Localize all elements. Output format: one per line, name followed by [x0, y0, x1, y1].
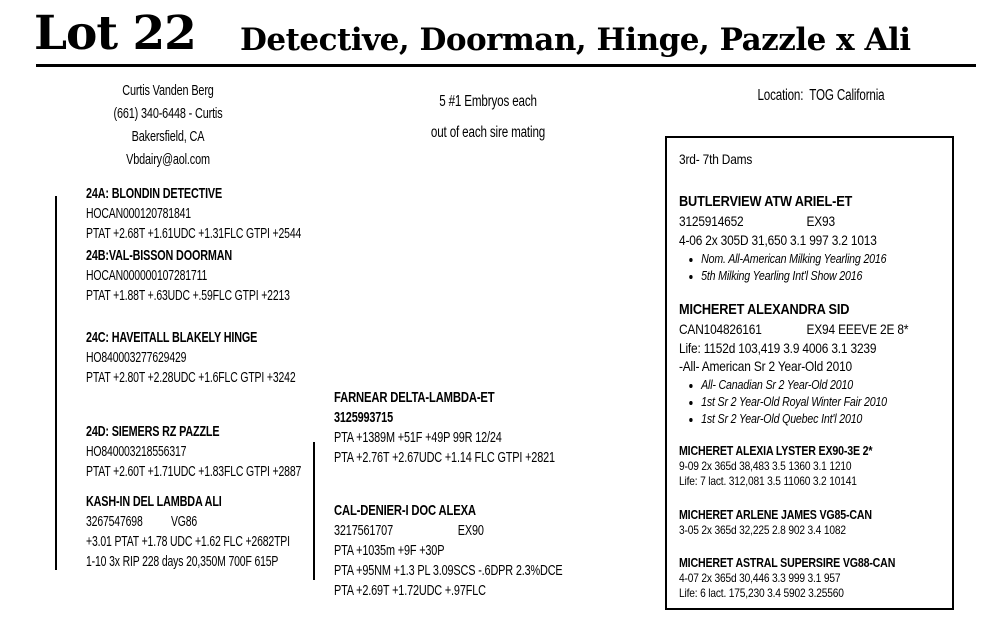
dam-award: • 1st Sr 2 Year-Old Quebec Int'l 2010	[701, 411, 901, 428]
dam-awards-list	[679, 251, 901, 285]
service-sire-pta: PTA +1389M +51F +49P 99R 12/24	[334, 430, 502, 446]
service-sire-score: EX90	[457, 523, 484, 539]
dams-box-title: 3rd- 7th Dams	[679, 151, 753, 167]
consignor-name: Curtis Vanden Berg	[122, 83, 214, 99]
dam-history-entry-butlerview	[679, 192, 901, 285]
sire-pta: PTAT +2.68T +1.61UDC +1.31FLC GTPI +2544	[86, 226, 302, 242]
lot-title: Detective, Doorman, Hinge, Pazzle x Ali	[240, 22, 911, 58]
dam-awards-list	[679, 377, 901, 428]
service-sire-pta: PTA +95NM +1.3 PL 3.09SCS -.6DPR 2.3%DCE	[334, 563, 563, 579]
dam-history-entry-astral	[679, 555, 901, 601]
dam-award: • Nom. All-American Milking Yearling 2016	[701, 251, 901, 268]
dam-record: 4-06 2x 305D 31,650 3.1 997 3.2 1013	[679, 232, 877, 248]
dam-name: MICHERET ARLENE JAMES VG85-CAN	[679, 508, 872, 522]
service-sire-pta: PTA +2.69T +1.72UDC +.97FLC	[334, 583, 486, 599]
sire-pta: PTAT +1.88T +.63UDC +.59FLC GTPI +2213	[86, 288, 290, 304]
sire-entry-24c	[86, 328, 324, 388]
dam-reg: 3125914652	[679, 213, 744, 229]
offering-note	[383, 86, 593, 148]
sire-entry-24b	[86, 246, 324, 306]
sire-entry-24a	[86, 184, 324, 244]
dam-history-entry-alexandra	[679, 300, 909, 428]
dam-score: EX93	[806, 213, 835, 229]
dam-reg: 3267547698	[86, 514, 143, 530]
dam-score: VG86	[170, 514, 198, 530]
dam-history-entry-alexia	[679, 443, 901, 489]
dam-record: 3-05 2x 365d 32,225 2.8 902 3.4 1082	[679, 523, 846, 537]
service-sire-reg: 3217561707	[334, 523, 393, 539]
dam-award: • 1st Sr 2 Year-Old Royal Winter Fair 2010	[701, 394, 901, 411]
dam-id-row	[679, 320, 909, 339]
dam-name: MICHERET ALEXIA LYSTER EX90-3E 2*	[679, 444, 873, 458]
dam-name: MICHERET ALEXANDRA SID	[679, 301, 850, 318]
dam-name: BUTLERVIEW ATW ARIEL-ET	[679, 193, 853, 210]
dam-record: Life: 6 lact. 175,230 3.4 5902 3.25560	[679, 586, 844, 600]
dam-name: KASH-IN DEL LAMBDA ALI	[86, 493, 222, 510]
dam-record: Life: 1152d 103,419 3.9 4006 3.1 3239	[679, 340, 877, 356]
dam-history-entry-arlene	[679, 507, 901, 538]
dam-id-row	[86, 512, 324, 532]
service-sire-name: CAL-DENIER-I DOC ALEXA	[334, 502, 476, 519]
dam-record: 1-10 3x RIP 228 days 20,350M 700F 615P	[86, 554, 279, 570]
service-sire-entry-farnear	[334, 388, 582, 468]
service-sire-name: FARNEAR DELTA-LAMBDA-ET	[334, 389, 495, 406]
dam-record: 9-09 2x 365d 38,483 3.5 1360 3.1 1210	[679, 459, 852, 473]
service-sire-id-row	[334, 521, 582, 541]
dam-pta: +3.01 PTAT +1.78 UDC +1.62 FLC +2682TPI	[86, 534, 290, 550]
dam-score: EX94 EEEVE 2E 8*	[806, 321, 909, 337]
consignor-city: Bakersfield, CA	[131, 129, 205, 145]
sire-entry-24d	[86, 422, 324, 482]
service-sire-pta: PTA +2.76T +2.67UDC +1.14 FLC GTPI +2821	[334, 450, 555, 466]
offering-line-2: out of each sire mating	[430, 124, 546, 141]
dam-id-row	[679, 212, 901, 231]
service-sire-entry-cal-denier	[334, 501, 582, 601]
sire-pta: PTAT +2.60T +1.71UDC +1.83FLC GTPI +2887	[86, 464, 302, 480]
sire-name: 24D: SIEMERS RZ PAZZLE	[86, 423, 220, 440]
sire-reg: HO840003277629429	[86, 350, 187, 366]
sire-reg: HOCAN000120781841	[86, 206, 191, 222]
consignor-email: Vbdairy@aol.com	[126, 152, 210, 168]
service-sire-pta: PTA +1035m +9F +30P	[334, 543, 445, 559]
offering-line-1: 5 #1 Embryos each	[439, 93, 537, 110]
dams-history-box	[665, 136, 954, 610]
sire-reg: HOCAN000000107281711	[86, 268, 208, 284]
sire-name: 24C: HAVEITALL BLAKELY HINGE	[86, 329, 258, 346]
dam-record: Life: 7 lact. 312,081 3.5 11060 3.2 10141	[679, 474, 857, 488]
dam-name: MICHERET ASTRAL SUPERSIRE VG88-CAN	[679, 556, 896, 570]
dams-box-content	[679, 150, 909, 601]
dam-reg: CAN104826161	[679, 321, 762, 337]
dam-record: 4-07 2x 365d 30,446 3.3 999 3.1 957	[679, 571, 841, 585]
header-divider	[36, 64, 976, 67]
location-note: Location: TOG California	[757, 87, 885, 104]
service-sire-id-row	[334, 408, 582, 428]
service-sire-reg: 3125993715	[334, 410, 393, 426]
dam-award: • All- Canadian Sr 2 Year-Old 2010	[701, 377, 901, 394]
sire-name: 24B:VAL-BISSON DOORMAN	[86, 247, 233, 264]
sire-pta: PTAT +2.80T +2.28UDC +1.6FLC GTPI +3242	[86, 370, 296, 386]
dam-record: -All- American Sr 2 Year-Old 2010	[679, 358, 852, 374]
consignor-phone: (661) 340-6448 - Curtis	[113, 106, 223, 122]
consignor-contact-block	[63, 80, 273, 172]
lot-number: Lot 22	[34, 6, 196, 61]
sire-reg: HO840003218556317	[86, 444, 187, 460]
donor-dam-entry	[86, 492, 324, 572]
sire-name: 24A: BLONDIN DETECTIVE	[86, 185, 223, 202]
left-column-divider	[55, 196, 57, 570]
dam-award: • 5th Milking Yearling Int'l Show 2016	[701, 268, 901, 285]
